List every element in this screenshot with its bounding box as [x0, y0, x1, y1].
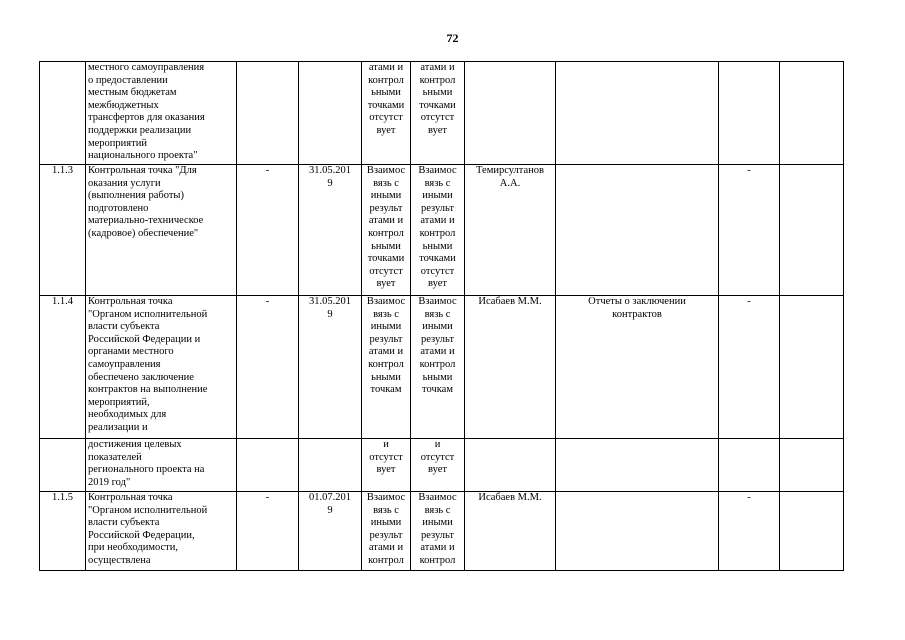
row-name: местного самоуправления о предоставлении местным бюджетам межбюджетных трансфертов для оказания поддержки реализации мероприятий национального проекта" — [86, 62, 237, 165]
page-number: 72 — [446, 31, 459, 45]
table-row — [40, 165, 844, 296]
row-start — [237, 439, 299, 492]
row-responsible: Темирсултанов А.А. — [465, 165, 556, 296]
row-extra — [780, 165, 844, 296]
row-end — [299, 439, 362, 492]
row-next: Взаимос вязь с иными результ атами и контрол ьными точкам — [411, 296, 465, 439]
row-level: - — [719, 296, 780, 439]
row-prev: Взаимос вязь с иными результ атами и контрол ьными точкам — [362, 296, 411, 439]
row-responsible — [465, 62, 556, 165]
row-name: Контрольная точка "Органом исполнительной власти субъекта Российской Федерации и органами местного самоуправления обеспечено заключение контрактов на выполнение мероприятий, необходимых для реализации и — [86, 296, 237, 439]
row-name: Контрольная точка "Органом исполнительной власти субъекта Российской Федерации, при необходимости, осуществлена — [86, 492, 237, 571]
row-next: атами и контрол ьными точками отсутст вует — [411, 62, 465, 165]
row-next: и отсутст вует — [411, 439, 465, 492]
row-responsible: Исабаев М.М. — [465, 296, 556, 439]
control-points-table — [39, 61, 844, 571]
row-start — [237, 62, 299, 165]
table-row — [40, 492, 844, 571]
row-extra — [780, 439, 844, 492]
row-end — [299, 62, 362, 165]
row-result — [556, 165, 719, 296]
row-end: 01.07.201 9 — [299, 492, 362, 571]
row-result: Отчеты о заключении контрактов — [556, 296, 719, 439]
row-responsible — [465, 439, 556, 492]
row-prev: Взаимос вязь с иными результ атами и контрол — [362, 492, 411, 571]
row-number: 1.1.4 — [40, 296, 86, 439]
row-start: - — [237, 296, 299, 439]
row-result — [556, 492, 719, 571]
row-start: - — [237, 165, 299, 296]
row-next: Взаимос вязь с иными результ атами и контрол ьными точками отсутст вует — [411, 165, 465, 296]
row-responsible: Исабаев М.М. — [465, 492, 556, 571]
row-end: 31.05.201 9 — [299, 296, 362, 439]
row-level: - — [719, 492, 780, 571]
table-row — [40, 296, 844, 439]
table-row — [40, 439, 844, 492]
row-prev: Взаимос вязь с иными результ атами и контрол ьными точками отсутст вует — [362, 165, 411, 296]
row-name: Контрольная точка "Для оказания услуги (выполнения работы) подготовлено материально-техническое (кадровое) обеспечение" — [86, 165, 237, 296]
row-number — [40, 439, 86, 492]
table-row — [40, 62, 844, 165]
row-result — [556, 439, 719, 492]
row-number: 1.1.5 — [40, 492, 86, 571]
row-extra — [780, 62, 844, 165]
row-level — [719, 62, 780, 165]
row-next: Взаимос вязь с иными результ атами и контрол — [411, 492, 465, 571]
row-level — [719, 439, 780, 492]
row-result — [556, 62, 719, 165]
row-extra — [780, 492, 844, 571]
row-start: - — [237, 492, 299, 571]
row-prev: атами и контрол ьными точками отсутст вует — [362, 62, 411, 165]
row-number: 1.1.3 — [40, 165, 86, 296]
row-end: 31.05.201 9 — [299, 165, 362, 296]
row-name: достижения целевых показателей регионального проекта на 2019 год" — [86, 439, 237, 492]
row-prev: и отсутст вует — [362, 439, 411, 492]
row-extra — [780, 296, 844, 439]
row-number — [40, 62, 86, 165]
row-level: - — [719, 165, 780, 296]
